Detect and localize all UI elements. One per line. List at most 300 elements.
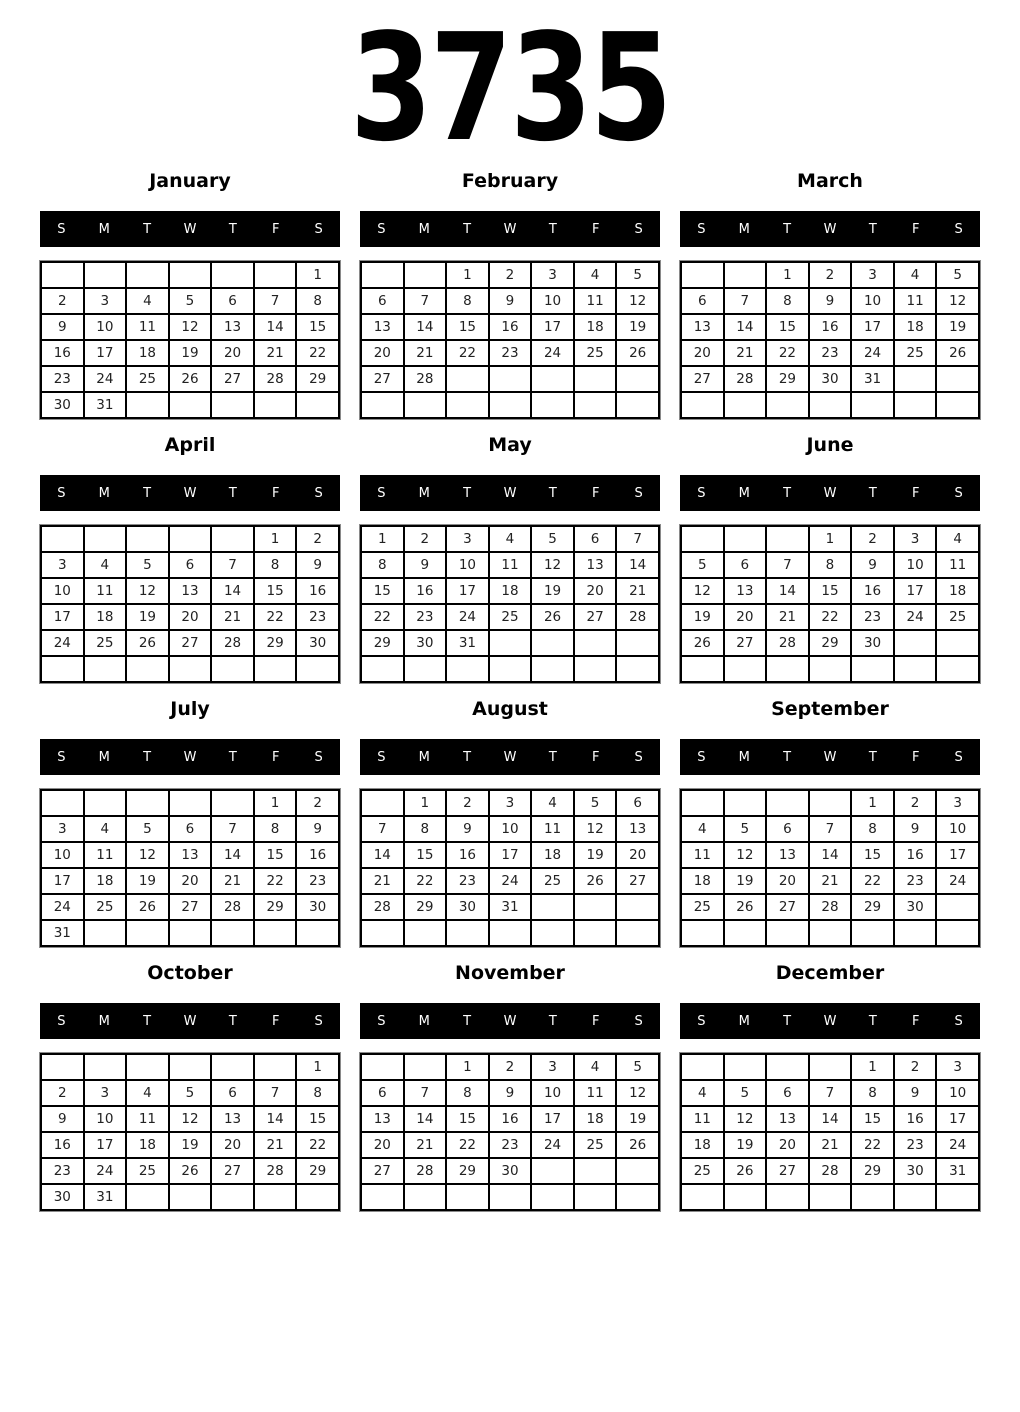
day-cell: 20 <box>361 1132 404 1158</box>
weekday-label: M <box>418 1013 430 1029</box>
day-cell: 6 <box>169 816 212 842</box>
day-cell: 15 <box>446 314 489 340</box>
day-cell: 12 <box>616 288 659 314</box>
weekday-label: T <box>783 1013 792 1029</box>
day-cell: 22 <box>851 1132 894 1158</box>
weekday-label: W <box>183 221 197 237</box>
day-cell: 17 <box>851 314 894 340</box>
day-cell: 22 <box>296 1132 339 1158</box>
day-cell: 19 <box>616 314 659 340</box>
day-cell: 3 <box>894 526 937 552</box>
weekday-label: S <box>377 221 386 237</box>
empty-day-cell <box>169 1054 212 1080</box>
weekday-label: T <box>228 749 237 765</box>
month-title: August <box>472 698 548 720</box>
day-cell: 28 <box>809 1158 852 1184</box>
empty-day-cell <box>211 790 254 816</box>
week-row <box>681 262 979 288</box>
weekday-label: S <box>634 1013 643 1029</box>
day-cell: 20 <box>169 868 212 894</box>
weekday-header-band <box>40 739 340 775</box>
day-cell: 27 <box>681 366 724 392</box>
day-cell: 10 <box>936 816 979 842</box>
weekday-label: S <box>57 221 66 237</box>
week-row <box>361 262 659 288</box>
day-cell: 7 <box>809 816 852 842</box>
day-cell: 24 <box>936 1132 979 1158</box>
empty-day-cell <box>936 656 979 682</box>
week-row <box>41 1132 339 1158</box>
day-cell: 5 <box>531 526 574 552</box>
day-cell: 9 <box>489 288 532 314</box>
day-cell: 3 <box>84 288 127 314</box>
weekday-header-band <box>680 1003 980 1039</box>
month-title: November <box>455 962 565 984</box>
empty-day-cell <box>809 790 852 816</box>
day-cell: 16 <box>894 1106 937 1132</box>
day-cell: 23 <box>809 340 852 366</box>
day-cell: 17 <box>41 868 84 894</box>
empty-day-cell <box>574 1184 617 1210</box>
weekday-label: T <box>868 749 877 765</box>
weekday-header-band <box>40 475 340 511</box>
day-cell: 8 <box>254 816 297 842</box>
day-cell: 23 <box>446 868 489 894</box>
day-cell: 7 <box>211 552 254 578</box>
day-cell: 7 <box>404 288 447 314</box>
day-cell: 3 <box>531 1054 574 1080</box>
empty-day-cell <box>126 1184 169 1210</box>
week-row <box>41 920 339 946</box>
weekday-label: F <box>271 485 280 501</box>
week-row <box>681 578 979 604</box>
day-cell: 26 <box>616 340 659 366</box>
week-row <box>681 1158 979 1184</box>
day-cell: 18 <box>84 604 127 630</box>
empty-day-cell <box>84 526 127 552</box>
empty-day-cell <box>84 790 127 816</box>
day-cell: 15 <box>446 1106 489 1132</box>
day-cell: 23 <box>296 604 339 630</box>
day-cell: 19 <box>169 340 212 366</box>
empty-day-cell <box>446 366 489 392</box>
day-cell: 26 <box>169 366 212 392</box>
day-cell: 2 <box>41 288 84 314</box>
empty-day-cell <box>616 1184 659 1210</box>
day-cell: 13 <box>169 578 212 604</box>
day-cell: 28 <box>724 366 767 392</box>
day-cell: 31 <box>489 894 532 920</box>
weekday-header-band <box>40 1003 340 1039</box>
empty-day-cell <box>809 1184 852 1210</box>
weekday-label: T <box>143 221 152 237</box>
empty-day-cell <box>574 392 617 418</box>
day-cell: 27 <box>361 1158 404 1184</box>
day-cell: 15 <box>404 842 447 868</box>
day-cell: 3 <box>531 262 574 288</box>
week-row <box>361 1184 659 1210</box>
empty-day-cell <box>361 920 404 946</box>
empty-day-cell <box>404 920 447 946</box>
empty-day-cell <box>766 656 809 682</box>
empty-day-cell <box>766 526 809 552</box>
day-cell: 8 <box>361 552 404 578</box>
empty-day-cell <box>574 630 617 656</box>
weekday-header-band <box>40 211 340 247</box>
day-cell: 21 <box>809 868 852 894</box>
week-row <box>361 314 659 340</box>
day-cell: 1 <box>404 790 447 816</box>
month-block-october <box>40 954 340 1211</box>
day-cell: 16 <box>296 842 339 868</box>
day-cell: 9 <box>894 816 937 842</box>
day-cell: 3 <box>851 262 894 288</box>
empty-day-cell <box>404 392 447 418</box>
weekday-label: T <box>783 221 792 237</box>
day-cell: 12 <box>936 288 979 314</box>
week-row <box>41 1054 339 1080</box>
day-cell: 2 <box>851 526 894 552</box>
day-cell: 29 <box>254 894 297 920</box>
day-cell: 12 <box>169 1106 212 1132</box>
day-cell: 1 <box>446 262 489 288</box>
day-cell: 10 <box>851 288 894 314</box>
empty-day-cell <box>404 656 447 682</box>
day-cell: 15 <box>296 314 339 340</box>
day-cell: 12 <box>126 578 169 604</box>
day-cell: 8 <box>404 816 447 842</box>
month-title: February <box>461 170 559 192</box>
weekday-label: S <box>954 1013 963 1029</box>
day-cell: 9 <box>894 1080 937 1106</box>
week-row <box>361 630 659 656</box>
empty-day-cell <box>404 1184 447 1210</box>
weekday-label: W <box>823 221 837 237</box>
day-cell: 24 <box>531 340 574 366</box>
day-cell: 20 <box>211 1132 254 1158</box>
day-cell: 26 <box>724 894 767 920</box>
day-cell: 1 <box>361 526 404 552</box>
week-row <box>41 1106 339 1132</box>
day-cell: 19 <box>574 842 617 868</box>
day-cell: 15 <box>851 1106 894 1132</box>
day-cell: 6 <box>681 288 724 314</box>
day-cell: 13 <box>211 1106 254 1132</box>
empty-day-cell <box>724 920 767 946</box>
week-row <box>681 790 979 816</box>
weekday-label: F <box>591 749 600 765</box>
weekday-label: S <box>954 221 963 237</box>
day-cell: 16 <box>446 842 489 868</box>
month-title: October <box>147 962 233 984</box>
day-cell: 11 <box>574 288 617 314</box>
day-cell: 2 <box>296 790 339 816</box>
month-title: June <box>806 434 854 456</box>
empty-day-cell <box>809 656 852 682</box>
day-cell: 20 <box>169 604 212 630</box>
empty-day-cell <box>681 392 724 418</box>
week-row <box>681 604 979 630</box>
day-cell: 3 <box>936 1054 979 1080</box>
week-row <box>681 340 979 366</box>
empty-day-cell <box>574 366 617 392</box>
day-cell: 16 <box>41 340 84 366</box>
day-cell: 30 <box>296 894 339 920</box>
day-cell: 1 <box>766 262 809 288</box>
weekday-label: F <box>271 749 280 765</box>
day-cell: 2 <box>41 1080 84 1106</box>
day-cell: 26 <box>616 1132 659 1158</box>
empty-day-cell <box>616 392 659 418</box>
week-row <box>41 262 339 288</box>
week-row <box>681 1054 979 1080</box>
day-cell: 4 <box>681 816 724 842</box>
empty-day-cell <box>211 656 254 682</box>
day-cell: 2 <box>404 526 447 552</box>
empty-day-cell <box>766 790 809 816</box>
weekday-label: M <box>738 485 750 501</box>
day-cell: 4 <box>126 1080 169 1106</box>
weekday-label: S <box>57 1013 66 1029</box>
weekday-header-band <box>360 211 660 247</box>
day-cell: 24 <box>894 604 937 630</box>
day-cell: 12 <box>724 1106 767 1132</box>
weekday-label: W <box>503 749 517 765</box>
day-cell: 22 <box>361 604 404 630</box>
day-cell: 4 <box>531 790 574 816</box>
day-cell: 19 <box>169 1132 212 1158</box>
empty-day-cell <box>681 656 724 682</box>
day-cell: 2 <box>489 1054 532 1080</box>
day-cell: 10 <box>489 816 532 842</box>
empty-day-cell <box>254 262 297 288</box>
weekday-label: T <box>868 1013 877 1029</box>
weekday-label: W <box>183 749 197 765</box>
day-cell: 30 <box>296 630 339 656</box>
day-cell: 18 <box>126 340 169 366</box>
week-row <box>681 1080 979 1106</box>
day-cell: 1 <box>446 1054 489 1080</box>
day-cell: 16 <box>489 314 532 340</box>
day-cell: 26 <box>724 1158 767 1184</box>
month-block-april <box>40 426 340 683</box>
weekday-label: M <box>98 221 110 237</box>
empty-day-cell <box>809 1054 852 1080</box>
day-cell: 29 <box>361 630 404 656</box>
day-cell: 19 <box>126 868 169 894</box>
day-cell: 12 <box>681 578 724 604</box>
day-cell: 1 <box>296 1054 339 1080</box>
empty-day-cell <box>211 526 254 552</box>
week-row <box>361 552 659 578</box>
empty-day-cell <box>616 920 659 946</box>
day-cell: 22 <box>404 868 447 894</box>
day-cell: 24 <box>84 1158 127 1184</box>
weekday-label: S <box>57 749 66 765</box>
day-cell: 19 <box>724 868 767 894</box>
day-cell: 25 <box>126 1158 169 1184</box>
empty-day-cell <box>531 392 574 418</box>
empty-day-cell <box>489 366 532 392</box>
day-cell: 14 <box>766 578 809 604</box>
week-row <box>681 1184 979 1210</box>
day-cell: 28 <box>766 630 809 656</box>
day-cell: 2 <box>809 262 852 288</box>
day-cell: 14 <box>254 1106 297 1132</box>
weekday-label: M <box>418 221 430 237</box>
empty-day-cell <box>894 366 937 392</box>
empty-day-cell <box>851 1184 894 1210</box>
empty-day-cell <box>894 656 937 682</box>
empty-day-cell <box>361 1184 404 1210</box>
week-row <box>681 288 979 314</box>
month-block-may <box>360 426 660 683</box>
day-cell: 7 <box>616 526 659 552</box>
weekday-label: T <box>548 221 557 237</box>
day-cell: 17 <box>936 1106 979 1132</box>
day-cell: 14 <box>254 314 297 340</box>
day-cell: 16 <box>404 578 447 604</box>
month-date-grid <box>680 1053 980 1211</box>
day-cell: 22 <box>296 340 339 366</box>
empty-day-cell <box>169 1184 212 1210</box>
day-cell: 20 <box>211 340 254 366</box>
weekday-label: M <box>738 1013 750 1029</box>
empty-day-cell <box>616 1158 659 1184</box>
empty-day-cell <box>936 630 979 656</box>
day-cell: 31 <box>84 392 127 418</box>
day-cell: 1 <box>851 790 894 816</box>
day-cell: 21 <box>809 1132 852 1158</box>
day-cell: 31 <box>41 920 84 946</box>
day-cell: 23 <box>851 604 894 630</box>
empty-day-cell <box>574 1158 617 1184</box>
day-cell: 6 <box>766 1080 809 1106</box>
week-row <box>361 894 659 920</box>
empty-day-cell <box>211 1184 254 1210</box>
empty-day-cell <box>361 262 404 288</box>
day-cell: 18 <box>531 842 574 868</box>
day-cell: 11 <box>531 816 574 842</box>
day-cell: 11 <box>126 314 169 340</box>
day-cell: 5 <box>169 288 212 314</box>
empty-day-cell <box>446 392 489 418</box>
weekday-label: S <box>697 1013 706 1029</box>
empty-day-cell <box>361 392 404 418</box>
weekday-label: T <box>463 749 472 765</box>
month-date-grid <box>360 789 660 947</box>
day-cell: 14 <box>361 842 404 868</box>
empty-day-cell <box>169 920 212 946</box>
day-cell: 11 <box>84 578 127 604</box>
day-cell: 10 <box>936 1080 979 1106</box>
empty-day-cell <box>531 366 574 392</box>
empty-day-cell <box>126 526 169 552</box>
day-cell: 17 <box>894 578 937 604</box>
week-row <box>361 1054 659 1080</box>
day-cell: 19 <box>616 1106 659 1132</box>
day-cell: 29 <box>296 1158 339 1184</box>
day-cell: 28 <box>211 894 254 920</box>
week-row <box>681 1132 979 1158</box>
day-cell: 31 <box>84 1184 127 1210</box>
day-cell: 16 <box>894 842 937 868</box>
empty-day-cell <box>211 920 254 946</box>
day-cell: 1 <box>254 526 297 552</box>
empty-day-cell <box>936 1184 979 1210</box>
day-cell: 13 <box>616 816 659 842</box>
month-date-grid <box>40 261 340 419</box>
weekday-label: S <box>377 749 386 765</box>
day-cell: 3 <box>936 790 979 816</box>
day-cell: 17 <box>41 604 84 630</box>
week-row <box>361 340 659 366</box>
day-cell: 25 <box>574 1132 617 1158</box>
month-date-grid <box>360 525 660 683</box>
day-cell: 26 <box>126 630 169 656</box>
day-cell: 24 <box>446 604 489 630</box>
day-cell: 30 <box>851 630 894 656</box>
day-cell: 27 <box>766 894 809 920</box>
day-cell: 25 <box>84 630 127 656</box>
day-cell: 9 <box>41 314 84 340</box>
day-cell: 27 <box>169 894 212 920</box>
day-cell: 11 <box>681 842 724 868</box>
day-cell: 5 <box>616 262 659 288</box>
day-cell: 27 <box>211 366 254 392</box>
week-row <box>681 656 979 682</box>
day-cell: 30 <box>41 392 84 418</box>
day-cell: 5 <box>936 262 979 288</box>
day-cell: 5 <box>724 1080 767 1106</box>
empty-day-cell <box>126 656 169 682</box>
day-cell: 21 <box>616 578 659 604</box>
day-cell: 6 <box>361 288 404 314</box>
day-cell: 20 <box>766 1132 809 1158</box>
weekday-label: F <box>911 1013 920 1029</box>
day-cell: 7 <box>724 288 767 314</box>
weekday-label: W <box>503 1013 517 1029</box>
week-row <box>41 630 339 656</box>
day-cell: 2 <box>489 262 532 288</box>
day-cell: 23 <box>894 868 937 894</box>
day-cell: 3 <box>41 552 84 578</box>
day-cell: 7 <box>211 816 254 842</box>
day-cell: 8 <box>851 816 894 842</box>
month-block-march <box>680 162 980 419</box>
weekday-label: S <box>634 221 643 237</box>
day-cell: 19 <box>531 578 574 604</box>
weekday-label: M <box>418 485 430 501</box>
empty-day-cell <box>574 894 617 920</box>
day-cell: 7 <box>361 816 404 842</box>
week-row <box>361 1106 659 1132</box>
day-cell: 4 <box>84 816 127 842</box>
day-cell: 5 <box>724 816 767 842</box>
day-cell: 14 <box>724 314 767 340</box>
empty-day-cell <box>126 262 169 288</box>
month-date-grid <box>40 525 340 683</box>
day-cell: 6 <box>766 816 809 842</box>
month-block-february <box>360 162 660 419</box>
day-cell: 20 <box>361 340 404 366</box>
weekday-label: F <box>591 1013 600 1029</box>
week-row <box>41 1080 339 1106</box>
day-cell: 10 <box>446 552 489 578</box>
weekday-label: S <box>697 485 706 501</box>
weekday-label: S <box>697 221 706 237</box>
day-cell: 6 <box>574 526 617 552</box>
